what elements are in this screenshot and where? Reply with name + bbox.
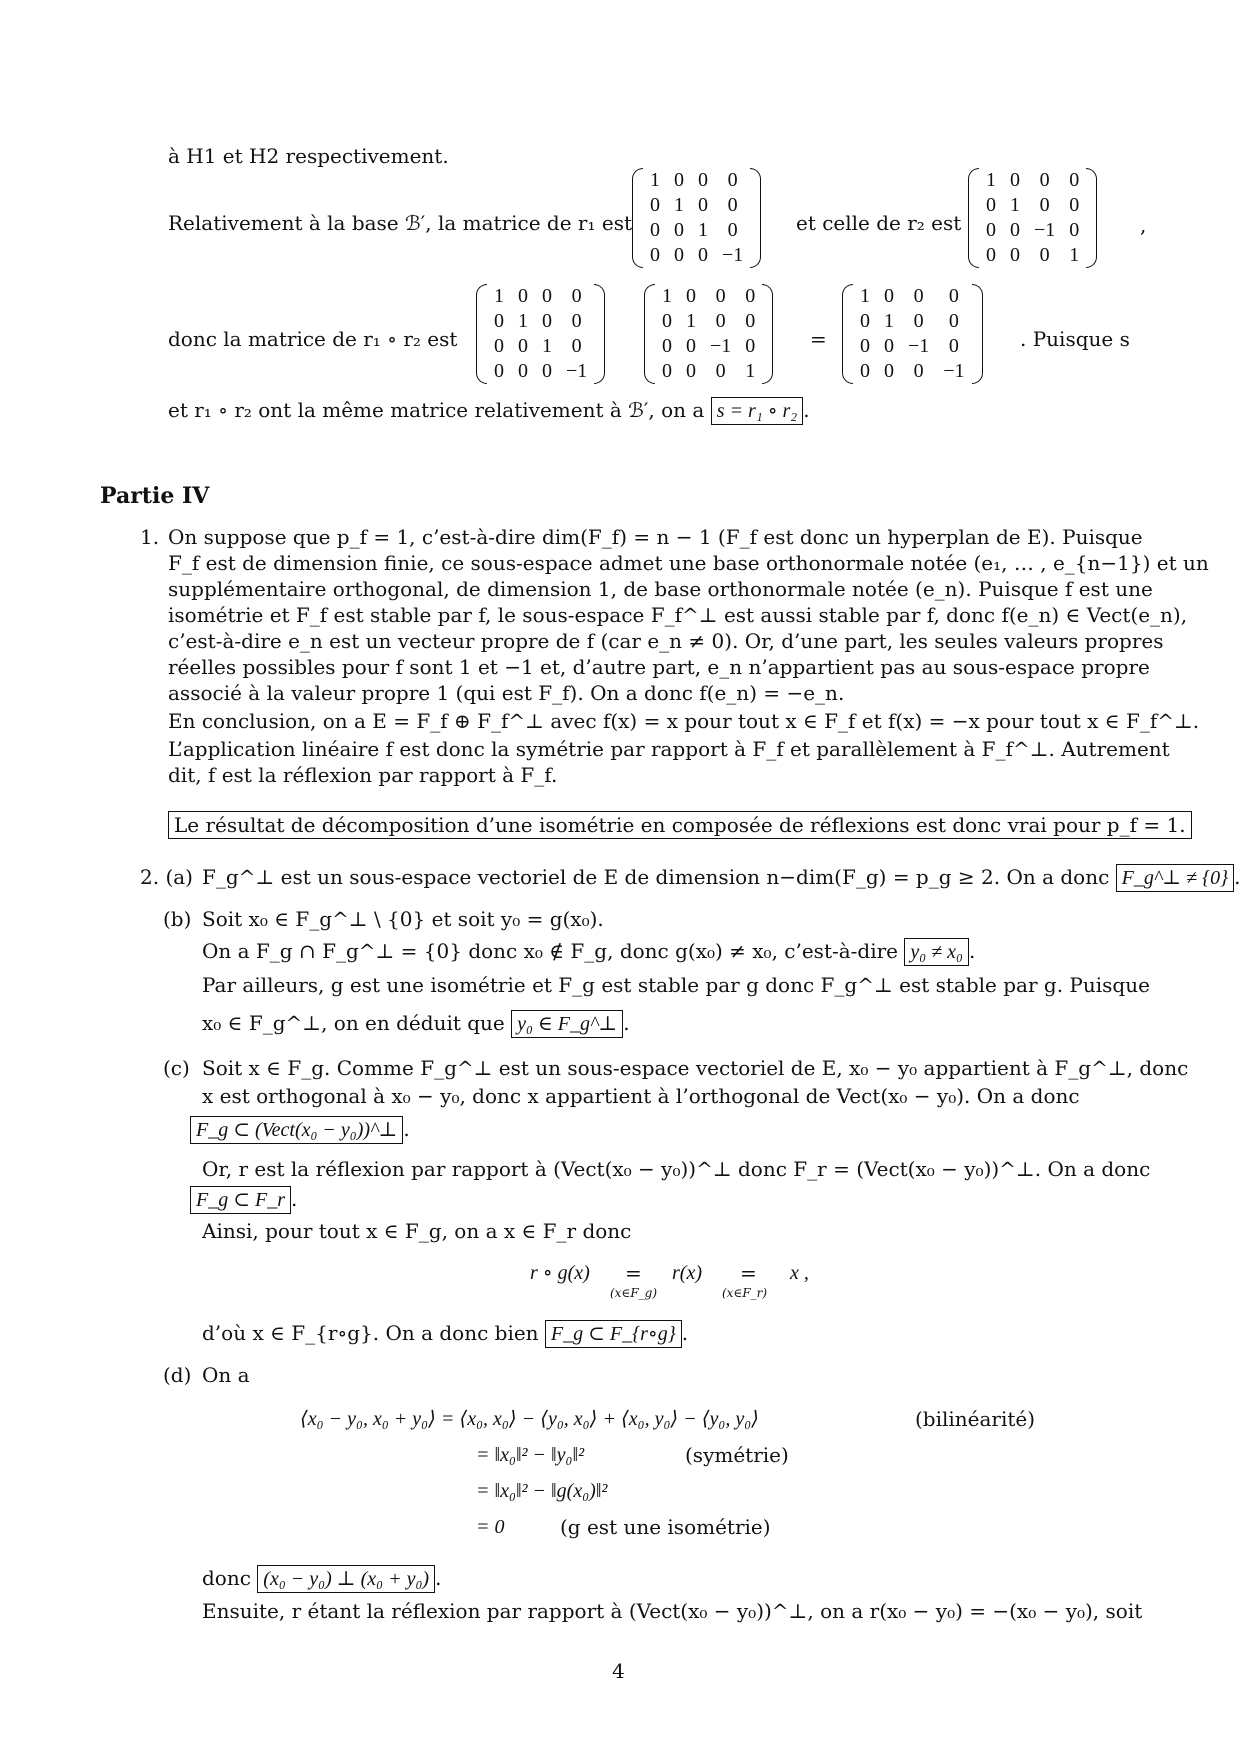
- matrix-r2-cell: 0: [1010, 244, 1020, 266]
- conclusion-prefix: et r₁ ∘ r₂ ont la même matrice relativement à ℬ′, on a: [168, 398, 705, 422]
- equals-sign: =: [810, 327, 827, 351]
- matrix-r2-cell: 0: [745, 335, 756, 357]
- matrix-r1-cell: 0: [698, 169, 708, 191]
- conclusion-line: [168, 397, 810, 425]
- q2a-line: [202, 864, 1240, 892]
- matrix-result: [842, 284, 983, 389]
- matrix-r1-intro: Relativement à la base ℬ′, la matrice de r₁ est: [168, 211, 633, 235]
- matrix-r1-row: [487, 309, 594, 334]
- q2c-line2: x est orthogonal à x₀ − y₀, donc x appartient à l’orthogonal de Vect(x₀ − y₀). On a donc: [202, 1084, 1080, 1108]
- matrix-r2-cell: 0: [745, 310, 756, 332]
- matrix-r1-row: [487, 334, 594, 359]
- matrix-r1-cell: 0: [571, 310, 582, 332]
- matrix-product-intro: donc la matrice de r₁ ∘ r₂ est: [168, 327, 458, 351]
- matrix-r2-cell: 0: [986, 194, 996, 216]
- matrix-r2-cell: 0: [1069, 219, 1080, 241]
- q1-line: supplémentaire orthogonal, de dimension 1, de base orthonormale notée (e_n). Puisque f est une: [168, 577, 1153, 601]
- matrix-r1-cell: 0: [650, 244, 660, 266]
- q2c-box3: F_g ⊂ (Vect(x₀ − y₀))^⊥: [190, 1116, 403, 1144]
- matrix-r1-cell: 1: [542, 335, 552, 357]
- puisque-s: . Puisque s: [1020, 327, 1130, 351]
- matrix-r1-cell: 0: [518, 360, 528, 382]
- matrix-product-cell: 0: [860, 360, 870, 382]
- matrix-r2-cell: 0: [1069, 169, 1080, 191]
- matrix-r2-cell: 0: [715, 310, 726, 332]
- q1-line: On suppose que p_f = 1, c’est-à-dire dim(F_f) = n − 1 (F_f est donc un hyperplan de E). Puisque: [168, 525, 1143, 549]
- matrix-r2-cell: 0: [1039, 244, 1050, 266]
- q2c-line8: d’où x ∈ F_{r∘g}. On a donc bien F_g ⊂ F_{r∘g} .: [202, 1320, 688, 1348]
- matrix-r1-cell: 0: [674, 169, 684, 191]
- q1-line: isométrie et F_f est stable par f, le sous-espace F_f^⊥ est aussi stable par f, donc f(e_n) ∈ Vect(e_n),: [168, 603, 1188, 627]
- q2c-eq-sign1: =: [625, 1261, 642, 1285]
- q2d-eq1: ⟨x₀ − y₀, x₀ + y₀⟩ = ⟨x₀, x₀⟩ − ⟨y₀, x₀⟩ + ⟨x₀, y₀⟩ − ⟨y₀, y₀⟩: [300, 1408, 759, 1430]
- period: .: [803, 398, 810, 422]
- q1-boxed-result: Le résultat de décomposition d’une isométrie en composée de réflexions est donc vrai pour p_f = 1.: [168, 811, 1192, 839]
- q1-boxed-line: [168, 811, 1192, 839]
- matrix-r2-row: [655, 359, 762, 384]
- q2b-line1: Soit x₀ ∈ F_g^⊥ \ {0} et soit y₀ = g(x₀).: [202, 907, 604, 931]
- line-respectively: à H1 et H2 respectivement.: [168, 144, 449, 168]
- q2b-line2-text: On a F_g ∩ F_g^⊥ = {0} donc x₀ ∉ F_g, donc g(x₀) ≠ x₀, c’est-à-dire: [202, 939, 899, 963]
- matrix-r2-cell: 0: [986, 219, 996, 241]
- matrix-product-cell: 0: [913, 285, 924, 307]
- section-heading: Partie IV: [100, 483, 210, 509]
- matrix-r2-cell: 1: [686, 310, 696, 332]
- matrix-r1-cell: 0: [571, 335, 582, 357]
- q2b-box4: y₀ ∈ F_g^⊥: [511, 1010, 623, 1038]
- q2c-line8-text: d’où x ∈ F_{r∘g}. On a donc bien: [202, 1321, 539, 1345]
- matrix-r2-cell: 1: [1010, 194, 1020, 216]
- q2c-box8: F_g ⊂ F_{r∘g}: [545, 1320, 682, 1348]
- matrix-r1-row: [487, 359, 594, 384]
- q2c-eq-mid: r(x): [672, 1262, 702, 1284]
- matrix-product-cell: 0: [913, 310, 924, 332]
- q2d-eq3: = ‖x₀‖² − ‖g(x₀)‖²: [476, 1480, 608, 1502]
- matrix-r2-cell: 0: [662, 310, 672, 332]
- q2c-label: (c): [163, 1056, 190, 1080]
- q2a-end: .: [1234, 865, 1240, 889]
- matrix-product-row: [853, 309, 972, 334]
- matrix-r1-cell: 0: [727, 194, 738, 216]
- matrix-r1-cell: 0: [542, 360, 552, 382]
- matrix-r1-row: [643, 193, 750, 218]
- matrix-r1-cell: 0: [727, 219, 738, 241]
- matrix-r1-cell: −1: [722, 244, 744, 266]
- q2c-eq-right: x ,: [790, 1262, 809, 1284]
- matrix-r1-cell: 0: [698, 194, 708, 216]
- q2c-line3: F_g ⊂ (Vect(x₀ − y₀))^⊥ .: [190, 1116, 410, 1144]
- q2b-line2: On a F_g ∩ F_g^⊥ = {0} donc x₀ ∉ F_g, donc g(x₀) ≠ x₀, c’est-à-dire y₀ ≠ x₀ .: [202, 938, 975, 966]
- q2d-eq4: = 0: [476, 1516, 505, 1538]
- matrix-r1-cell: 0: [542, 310, 552, 332]
- matrix-r2-cell: 0: [686, 360, 696, 382]
- page-number: 4: [612, 1659, 625, 1683]
- matrix-product-cell: −1: [943, 360, 965, 382]
- matrix-r2-row: [979, 218, 1086, 243]
- matrix-r1: [632, 168, 761, 273]
- matrix-product-row: [853, 359, 972, 384]
- matrix-r1-cell: 0: [674, 219, 684, 241]
- matrix-r1-cell: 0: [698, 244, 708, 266]
- matrix-r2-cell: 1: [745, 360, 756, 382]
- matrix-r2-row: [979, 243, 1086, 268]
- matrix-r2-cell: 1: [1069, 244, 1080, 266]
- matrix-r2-cell: 0: [1010, 169, 1020, 191]
- matrix-product-cell: 0: [948, 335, 959, 357]
- q1-line: L’application linéaire f est donc la symétrie par rapport à F_f et parallèlement à F_f^⊥. Autrement: [168, 737, 1170, 761]
- q2d-last-line: Ensuite, r étant la réflexion par rapport à (Vect(x₀ − y₀))^⊥, on a r(x₀ − y₀) = −(x₀ − y₀), soit: [202, 1599, 1143, 1623]
- q2d-donc-line: donc (x₀ − y₀) ⊥ (x₀ + y₀) .: [202, 1565, 441, 1593]
- q2a-label: 2. (a): [140, 865, 193, 889]
- matrix-r2-row: [979, 168, 1086, 193]
- q2d-donc: donc: [202, 1566, 251, 1590]
- matrix-r1-cell: 1: [650, 169, 660, 191]
- q1-number: 1.: [140, 525, 160, 549]
- matrix-product-cell: 0: [860, 310, 870, 332]
- q2c-eq-left: r ∘ g(x): [530, 1262, 590, 1284]
- matrix-r2-intro: et celle de r₂ est: [796, 211, 962, 235]
- q1-line: réelles possibles pour f sont 1 et −1 et, d’autre part, e_n n’appartient pas au sous-espace propre: [168, 655, 1150, 679]
- matrix-r1-cell: 1: [674, 194, 684, 216]
- matrix-r2-cell: −1: [1034, 219, 1056, 241]
- matrix-r1-cell: 0: [518, 285, 528, 307]
- q1-line: dit, f est la réflexion par rapport à F_f.: [168, 763, 558, 787]
- matrix-r1-cell: 1: [494, 285, 504, 307]
- matrix-r2-cell: 0: [1069, 194, 1080, 216]
- q1-line: c’est-à-dire e_n est un vecteur propre de f (car e_n ≠ 0). Or, d’une part, les seules valeurs propres: [168, 629, 1164, 653]
- matrix-product-cell: 1: [884, 310, 894, 332]
- matrix-r1-cell: 1: [518, 310, 528, 332]
- conclusion-box: s = r₁ ∘ r₂: [711, 397, 804, 425]
- matrix-product-cell: −1: [908, 335, 930, 357]
- q2a-text: F_g^⊥ est un sous-espace vectoriel de E de dimension n−dim(F_g) = p_g ≥ 2. On a donc: [202, 865, 1110, 889]
- q2d-box-orth: (x₀ − y₀) ⊥ (x₀ + y₀): [257, 1565, 435, 1593]
- matrix-r1-cell: −1: [566, 360, 588, 382]
- matrix-r1-row: [643, 168, 750, 193]
- matrix-r1-cell: 0: [542, 285, 552, 307]
- q2c-box5: F_g ⊂ F_r: [190, 1186, 291, 1214]
- comma: ,: [1140, 213, 1147, 237]
- matrix-product-cell: 0: [913, 360, 924, 382]
- matrix-r2-row: [655, 284, 762, 309]
- matrix-r2-cell: 0: [1010, 219, 1020, 241]
- matrix-product-cell: 0: [948, 285, 959, 307]
- matrix-r1-cell: 0: [494, 360, 504, 382]
- matrix-product-cell: 0: [948, 310, 959, 332]
- q2b-box2: y₀ ≠ x₀: [904, 938, 969, 966]
- q2d-eq4-note: (g est une isométrie): [560, 1515, 771, 1539]
- matrix-r2-cell: 1: [662, 285, 672, 307]
- matrix-r1-cell: 0: [727, 169, 738, 191]
- matrix-r2-cell: 0: [986, 244, 996, 266]
- matrix-product-cell: 0: [884, 360, 894, 382]
- matrix-r2-cell: 0: [1039, 169, 1050, 191]
- q2d-eq1-note: (bilinéarité): [915, 1407, 1036, 1431]
- q2a-box: F_g^⊥ ≠ {0}: [1116, 864, 1234, 892]
- matrix-r2: [968, 168, 1097, 273]
- q1-line: F_f est de dimension finie, ce sous-espace admet une base orthonormale notée (e₁, … , e_{n−1}) et un: [168, 551, 1209, 575]
- q2d-eq2: = ‖x₀‖² − ‖y₀‖²: [476, 1444, 585, 1466]
- matrix-r2-cell: 1: [986, 169, 996, 191]
- matrix-r1-cell: 0: [518, 335, 528, 357]
- q2c-line4: Or, r est la réflexion par rapport à (Vect(x₀ − y₀))^⊥ donc F_r = (Vect(x₀ − y₀))^⊥. On a donc: [202, 1157, 1151, 1181]
- matrix-r2-row: [655, 309, 762, 334]
- matrix-product-cell: 0: [884, 285, 894, 307]
- q2d-eq2-note: (symétrie): [685, 1443, 789, 1467]
- matrix-r2-cell: 0: [715, 285, 726, 307]
- q2c-eq-under1: (x∈F_g): [610, 1286, 658, 1300]
- matrix-product-cell: 0: [860, 335, 870, 357]
- matrix-product-row: [853, 334, 972, 359]
- matrix-r2-cell: 0: [662, 335, 672, 357]
- matrix-r2-cell: 0: [662, 360, 672, 382]
- matrix-r2-cell: 0: [715, 360, 726, 382]
- matrix-r1-product: [476, 284, 605, 389]
- q2b-line4: x₀ ∈ F_g^⊥, on en déduit que y₀ ∈ F_g^⊥ .: [202, 1010, 630, 1038]
- matrix-r1-cell: 0: [650, 219, 660, 241]
- matrix-r2-cell: 0: [1039, 194, 1050, 216]
- q1-line: En conclusion, on a E = F_f ⊕ F_f^⊥ avec f(x) = x pour tout x ∈ F_f et f(x) = −x pour tout x ∈ F_f^⊥.: [168, 709, 1200, 733]
- q2c-line6: Ainsi, pour tout x ∈ F_g, on a x ∈ F_r donc: [202, 1219, 632, 1243]
- matrix-r1-cell: 0: [494, 335, 504, 357]
- q2c-line5: F_g ⊂ F_r .: [190, 1186, 297, 1214]
- q2b-line3: Par ailleurs, g est une isométrie et F_g est stable par g donc F_g^⊥ est stable par g. Puisque: [202, 973, 1150, 997]
- q2d-label: (d): [163, 1363, 192, 1387]
- q2c-eq-under2: (x∈F_r): [722, 1286, 768, 1300]
- matrix-r2-cell: 0: [745, 285, 756, 307]
- q2b-label: (b): [163, 907, 192, 931]
- matrix-product-cell: 1: [860, 285, 870, 307]
- matrix-r1-row: [643, 243, 750, 268]
- q1-line: associé à la valeur propre 1 (qui est F_f). On a donc f(e_n) = −e_n.: [168, 681, 845, 705]
- matrix-r1-cell: 0: [674, 244, 684, 266]
- matrix-r1-cell: 1: [698, 219, 708, 241]
- matrix-r1-row: [487, 284, 594, 309]
- matrix-r1-cell: 0: [650, 194, 660, 216]
- matrix-r2-product: [644, 284, 773, 389]
- matrix-product-cell: 0: [884, 335, 894, 357]
- matrix-r2-row: [979, 193, 1086, 218]
- matrix-r2-cell: 0: [686, 335, 696, 357]
- matrix-r1-cell: 0: [494, 310, 504, 332]
- q2b-line4-text: x₀ ∈ F_g^⊥, on en déduit que: [202, 1011, 505, 1035]
- matrix-r1-cell: 0: [571, 285, 582, 307]
- matrix-r1-row: [643, 218, 750, 243]
- matrix-r2-cell: −1: [710, 335, 732, 357]
- q2d-intro: On a: [202, 1363, 250, 1387]
- q2c-line1: Soit x ∈ F_g. Comme F_g^⊥ est un sous-espace vectoriel de E, x₀ − y₀ appartient à F_g^⊥, donc: [202, 1056, 1189, 1080]
- matrix-r2-row: [655, 334, 762, 359]
- matrix-product-row: [853, 284, 972, 309]
- q2c-eq-sign2: =: [740, 1261, 757, 1285]
- matrix-r2-cell: 0: [686, 285, 696, 307]
